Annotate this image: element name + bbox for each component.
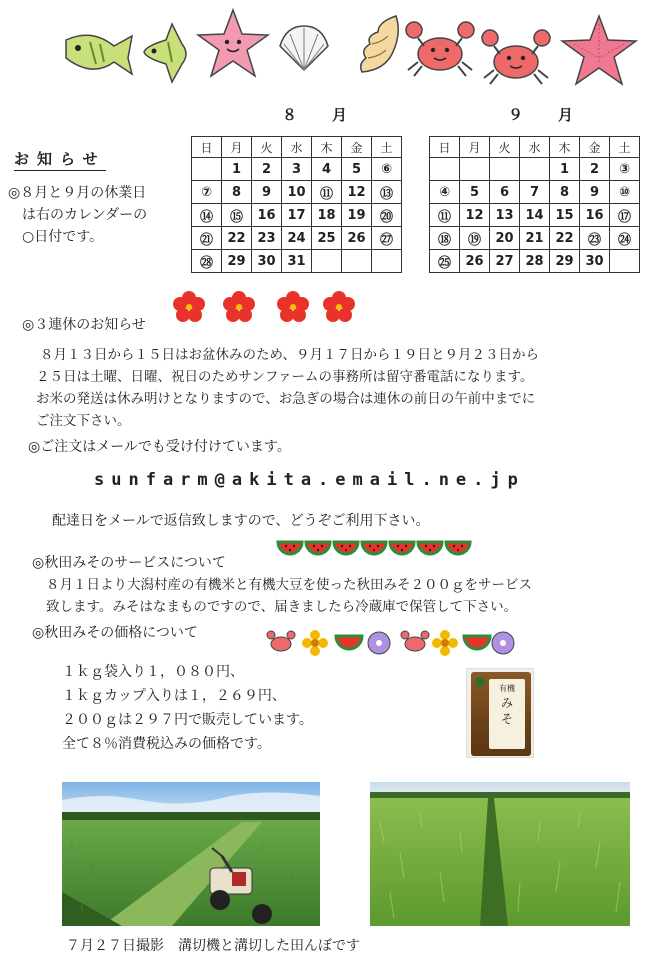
miso-service-text xyxy=(46,574,646,618)
weekday-cell: 日 xyxy=(430,137,460,158)
day-cell: 27 xyxy=(490,250,520,273)
crab-small-icon xyxy=(400,630,430,654)
day-cell: 13 xyxy=(490,204,520,227)
day-cell: 29 xyxy=(550,250,580,273)
holiday-line: ８月１３日から１５日はお盆休みのため、９月１７日から１９日と９月２３日から xyxy=(40,347,539,363)
holiday-text xyxy=(36,344,640,432)
august-title: ８ 月 xyxy=(282,106,358,124)
miso-price-line: 全て８％消費税込みの価格です。 xyxy=(62,736,271,752)
day-cell xyxy=(430,158,460,181)
week-row xyxy=(430,227,640,250)
miso-price-line: ２００ｇは２９７円で販売しています。 xyxy=(62,712,313,728)
day-cell: ㉕ xyxy=(430,250,460,273)
day-cell: 16 xyxy=(252,204,282,227)
day-cell: 12 xyxy=(460,204,490,227)
day-cell: 16 xyxy=(580,204,610,227)
day-cell: ⑭ xyxy=(192,204,222,227)
day-cell: 24 xyxy=(282,227,312,250)
starfish-icon xyxy=(560,14,638,86)
day-cell: ⑱ xyxy=(430,227,460,250)
day-cell: ⑪ xyxy=(312,181,342,204)
day-cell: ⑦ xyxy=(192,181,222,204)
weekday-header-row xyxy=(192,137,402,158)
day-cell: ㉔ xyxy=(610,227,640,250)
week-row xyxy=(192,158,402,181)
day-cell: 17 xyxy=(282,204,312,227)
day-cell xyxy=(372,250,402,273)
weekday-cell: 水 xyxy=(282,137,312,158)
holiday-line: お米の発送は休み明けとなりますので、お急ぎの場合は連休の前日の午前中までに xyxy=(36,391,536,407)
miso-price-line: １ｋｇカップ入りは１，２６９円、 xyxy=(62,688,286,704)
day-cell: ㉘ xyxy=(192,250,222,273)
day-cell: 25 xyxy=(312,227,342,250)
day-cell: 20 xyxy=(490,227,520,250)
weekday-cell: 木 xyxy=(550,137,580,158)
morning-glory-icon xyxy=(490,630,516,656)
day-cell: 30 xyxy=(252,250,282,273)
day-cell: 8 xyxy=(222,181,252,204)
hibiscus-decorations xyxy=(172,290,362,326)
day-cell: 15 xyxy=(550,204,580,227)
miso-service-line: ８月１日より大潟村産の有機米と有機大豆を使った秋田みそ２００ｇをサービス xyxy=(46,577,532,593)
flower-icon xyxy=(432,630,458,656)
ditching-machine-photo xyxy=(62,782,320,926)
september-title: ９ 月 xyxy=(508,106,584,124)
day-cell: 8 xyxy=(550,181,580,204)
day-cell: 5 xyxy=(460,181,490,204)
day-cell: 4 xyxy=(312,158,342,181)
day-cell: 1 xyxy=(550,158,580,181)
day-cell: 5 xyxy=(342,158,372,181)
holiday-line: ２５日は土曜、日曜、祝日のためサンファームの事務所は留守番電話になります。 xyxy=(36,369,534,385)
day-cell: ㉑ xyxy=(192,227,222,250)
day-cell: 7 xyxy=(520,181,550,204)
day-cell: 26 xyxy=(342,227,372,250)
weekday-header-row xyxy=(430,137,640,158)
day-cell: 2 xyxy=(252,158,282,181)
hibiscus-icon xyxy=(276,290,310,324)
day-cell: ⑲ xyxy=(460,227,490,250)
weekday-cell: 金 xyxy=(342,137,372,158)
notice-line: は右のカレンダーの xyxy=(8,207,148,223)
day-cell: 22 xyxy=(222,227,252,250)
day-cell: 23 xyxy=(252,227,282,250)
day-cell: 12 xyxy=(342,181,372,204)
week-row xyxy=(430,158,640,181)
day-cell: ⑪ xyxy=(430,204,460,227)
miso-price-line: １ｋｇ袋入り１，０８０円、 xyxy=(62,664,244,680)
day-cell: ⑳ xyxy=(372,204,402,227)
notice-line: ◎８月と９月の休業日 xyxy=(8,185,147,201)
day-cell: 9 xyxy=(252,181,282,204)
day-cell: 29 xyxy=(222,250,252,273)
day-cell: 10 xyxy=(282,181,312,204)
day-cell xyxy=(342,250,372,273)
week-row xyxy=(192,204,402,227)
order-heading: ◎ご注文はメールでも受け付けています。 xyxy=(28,439,291,455)
miso-service-heading: ◎秋田みそのサービスについて xyxy=(32,555,226,571)
week-row xyxy=(430,250,640,273)
email-address[interactable]: sunfarm@akita.email.ne.jp xyxy=(94,470,525,490)
day-cell: 26 xyxy=(460,250,490,273)
week-row xyxy=(430,204,640,227)
header-decorations xyxy=(60,8,640,86)
miso-price-heading: ◎秋田みその価格について xyxy=(32,625,198,641)
day-cell: ⑥ xyxy=(372,158,402,181)
day-cell: 30 xyxy=(580,250,610,273)
day-cell xyxy=(312,250,342,273)
notice-line: ○日付です。 xyxy=(8,229,104,245)
package-label: み xyxy=(500,696,513,710)
day-cell: 22 xyxy=(550,227,580,250)
day-cell: 28 xyxy=(520,250,550,273)
day-cell: ④ xyxy=(430,181,460,204)
crab-icon xyxy=(480,26,552,88)
miso-price-text xyxy=(62,660,462,756)
day-cell xyxy=(460,158,490,181)
photo-caption: ７月２７日撮影 溝切機と溝切した田んぼです xyxy=(66,938,360,954)
weekday-cell: 金 xyxy=(580,137,610,158)
day-cell: 18 xyxy=(312,204,342,227)
hibiscus-icon xyxy=(172,290,206,324)
day-cell: ㉓ xyxy=(580,227,610,250)
september-calendar xyxy=(429,136,640,273)
weekday-cell: 土 xyxy=(610,137,640,158)
day-cell: ⑬ xyxy=(372,181,402,204)
shell-icon xyxy=(276,24,332,74)
watermelon-row-icon xyxy=(276,538,472,562)
package-label: そ xyxy=(500,712,513,726)
day-cell: 19 xyxy=(342,204,372,227)
watermelon-icon xyxy=(334,634,364,652)
weekday-cell: 水 xyxy=(520,137,550,158)
day-cell: ③ xyxy=(610,158,640,181)
crab-icon xyxy=(404,18,476,80)
week-row xyxy=(192,181,402,204)
weekday-cell: 月 xyxy=(460,137,490,158)
conch-icon xyxy=(356,14,404,76)
week-row xyxy=(430,181,640,204)
day-cell xyxy=(610,250,640,273)
angelfish-icon xyxy=(142,22,192,84)
order-note: 配達日をメールで返信致しますので、どうぞご利用下さい。 xyxy=(52,513,430,529)
mixed-decorations xyxy=(266,630,516,656)
crab-small-icon xyxy=(266,630,296,654)
day-cell: 31 xyxy=(282,250,312,273)
weekday-cell: 火 xyxy=(490,137,520,158)
day-cell: 14 xyxy=(520,204,550,227)
weekday-cell: 日 xyxy=(192,137,222,158)
week-row xyxy=(192,227,402,250)
hibiscus-icon xyxy=(322,290,356,324)
weekday-cell: 火 xyxy=(252,137,282,158)
day-cell: ⑮ xyxy=(222,204,252,227)
fish-icon xyxy=(62,28,134,78)
day-cell: 6 xyxy=(490,181,520,204)
miso-package-photo xyxy=(466,668,534,758)
day-cell: 2 xyxy=(580,158,610,181)
watermelon-decorations xyxy=(276,538,472,562)
morning-glory-icon xyxy=(366,630,392,656)
holiday-line: ご注文下さい。 xyxy=(36,413,131,429)
weekday-cell: 木 xyxy=(312,137,342,158)
day-cell: 21 xyxy=(520,227,550,250)
flower-icon xyxy=(302,630,328,656)
day-cell xyxy=(520,158,550,181)
day-cell: ⑰ xyxy=(610,204,640,227)
day-cell xyxy=(192,158,222,181)
holiday-heading: ◎３連休のお知らせ xyxy=(22,317,146,333)
weekday-cell: 月 xyxy=(222,137,252,158)
day-cell: ㉗ xyxy=(372,227,402,250)
day-cell: 3 xyxy=(282,158,312,181)
day-cell: ⑩ xyxy=(610,181,640,204)
miso-service-line: 致します。みそはなまものですので、届きましたら冷蔵庫で保管して下さい。 xyxy=(46,599,518,615)
watermelon-icon xyxy=(462,634,492,652)
notice-title: お知らせ xyxy=(14,148,106,171)
weekday-cell: 土 xyxy=(372,137,402,158)
hibiscus-icon xyxy=(222,290,256,324)
august-calendar xyxy=(191,136,402,273)
ditched-paddy-photo xyxy=(370,782,630,926)
day-cell: 9 xyxy=(580,181,610,204)
day-cell: 1 xyxy=(222,158,252,181)
week-row xyxy=(192,250,402,273)
notice-body xyxy=(8,182,180,248)
starfish-icon xyxy=(196,8,270,80)
package-label: 有機 xyxy=(499,684,515,693)
day-cell xyxy=(490,158,520,181)
